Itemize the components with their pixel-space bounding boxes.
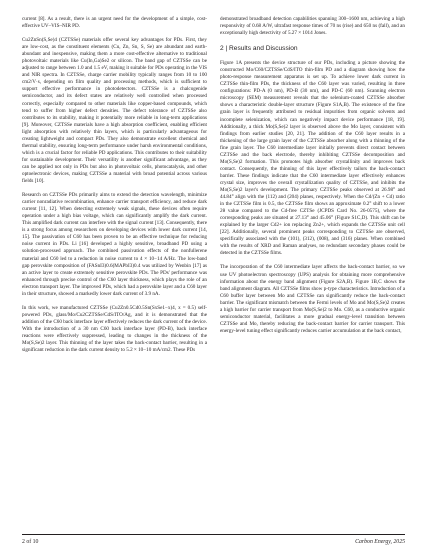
right-column bbox=[220, 16, 405, 335]
paragraph-performance-summary: demonstrated broadband detection capabilities spanning 300–1600 nm, achieving a high responsivity of 0.68 A/W, ultrafast response times of 70 ns (rise) and 650 ns (fall), and an exceptionally high detectivity of 5.27 × 1014 Jones. bbox=[220, 16, 405, 37]
page-footer bbox=[22, 534, 405, 545]
paragraph-band-alignment: The incorporation of the C60 intermediate layer affects the back-contact barrier, so we use UV photoelectron spectroscopy (UPS) analysis for obtaining more comprehensive information about the energy band alignment (Figure S2A,B). Figure 1B,C shows the band alignment diagram. All CZTSSe films show p-type characteristics. Introduction of a C60 buffer layer between Mo and CZTSSe can significantly reduce the back-contact barrier. The significant mismatch between the Fermi levels of Mo and Mo(S,Se)2 creates a high barrier for carrier transport from Mo(S,Se)2 to Mo. C60, as a conductive organic semiconductor material, facilitates a more gradual energy-level transition between CZTSSe and Mo, thereby reducing the back-contact barrier for carrier transport. This energy-level tuning effect significantly reduces carrier accumulation at the back contact, bbox=[220, 264, 405, 334]
left-column bbox=[22, 16, 207, 354]
page-number: 2 of 10 bbox=[22, 539, 39, 545]
paragraph-cztsse-advantages: Cu2ZnSn(S,Se)4 (CZTSSe) materials offer several key advantages for PDs. First, they are low-cost, as the constituent elements (Cu, Zn, Sn, S, Se) are abundant and earth-abundant and inexpensive, making them a more cost-effective alternative to traditional photovoltaic materials like Cu(In,Ga)Se2 or silicon. The band gap of CZTSSe can be adjusted to range between 1.0 and 1.5 eV, making it suitable for PDs operating in the VIS and NIR spectra. In CZTSSe, charge carrier mobility typically ranges from 10 to 100 cm2/V·s, depending on film quality and processing methods, which is sufficient to support effective performance in photodetectors. CZTSSe is a chalcogenide semiconductor, and its defect states are relatively well controlled when processed correctly, especially compared to other materials like copper-based compounds, which tend to suffer from higher defect densities. The defect tolerance of CZTSSe also contributes to its stability, making it potentially more reliable in long-term applications [9]. Moreover, CZTSSe materials have a high absorption coefficient, enabling efficient light absorption with relatively thin layers, which is particularly advantageous for creating lightweight and compact PDs. They also demonstrate excellent chemical and thermal stability, ensuring long-term performance under harsh environmental conditions, which is a crucial factor for reliable PD applications. This contributes to their suitability for sustainable development. Their versatility is another significant advantage, as they can be applied not only in PDs but also in photovoltaic cells, photocatalysis, and other optoelectronic devices, making CZTSSe a material with broad potential across various fields [10]. bbox=[22, 37, 207, 185]
paragraph-this-work: In this work, we manufactured CZTSSe (Cu2Zn0.5Cd0.5Sn(SxSe1−x)4, x = 0.5) self-powered PDs, glass/Mo/Cu2CZTSSe/CdS/ITO/Ag, and it is demonstrated that the addition of the C60 back interface layer effectively reduces the dark current of the device. With the introduction of a 30 nm C60 back interface layer (PD-B), back interface reactions were effectively suppressed, leading to changes in the thickness of the Mo(S,Se)2 layer. This thinning of the layer takes the back-contact barrier, resulting in a significant reduction in the dark current density to 5.2 × 10−10 mA/cm2. These PDs bbox=[22, 304, 207, 354]
paragraph-intro-end: current [8]. As a result, there is an urgent need for the development of a simple, cost-effective UV–VIS–NIR PD. bbox=[22, 16, 207, 30]
paragraph-device-structure: Figure 1A presents the device structure of our PDs, including a picture showing the constructed Mo/C60/CZTSSe/CdS/ITO thin-film PD and a diagram showing how the photo-response measurement apparatus is set up. To achieve lower dark current in CZTSSe thin-film PDs, the thickness of the C60 layer was varied, resulting in three configurations: PD-A (0 nm), PD-B (30 nm), and PD-C (60 nm). Scanning electron microscopy (SEM) measurement reveals that the selenium-coated CZTSSe absorber shows a characteristic double-layer structure (Figure S1A,B). The existence of the fine grain layer is frequently attributed to residual impurities from organic solvents and incomplete selenization, which can negatively impact device performance [18, 19]. Additionally, a thick Mo(S,Se)2 layer is observed above the Mo layer, consistent with findings from earlier studies [20, 21]. The addition of the C60 layer results in a thickening of the large grain layer of the CZTSSe absorber along with a thinning of the fine grain layer. The C60 intermediate layer initially prevents direct contact between CZTSSe and the back electrode, thereby inhibiting CZTSSe decomposition and Mo(S,Se)2 formation. This promotes high absorber crystallinity and improves back contact. Consequently, the thinning of this layer effectively tailors the back-contact barrier. These findings indicate that the C60 intermediate layer effectively enhances crystal size, improves the overall crystallization quality of CZTSSe, and inhibits the Mo(S,Se)2 layer's development. The primary CZTSSe peaks observed at 26.98° and 44.84° align with the (112) and (204) planes, respectively. When the Cd/(Zn + Cd) ratio in the CZTSSe film is 0.5, the CZTSSe film shows an approximate 0.2° shift to a lower 2θ value compared to the Cd-free CZTSe (JCPDS Card No. 26-0575), where the corresponding peaks are situated at 27.13° and 45.06° (Figure S1C,D). This shift can be explained by the larger Cd2+ ion replacing Zn2+, which expands the CZTSSe unit cell [22]. Additionally, several prominent peaks corresponding to CZTSSe are observed, specifically associated with the (101), (312), (008), and (316) planes. When combined with the results of XRD and Raman analyses, no redundant secondary phases could be detected in the CZTSSe films. bbox=[220, 60, 405, 257]
section-heading-results: 2 | Results and Discussion bbox=[220, 45, 298, 53]
journal-name: Carbon Energy, 2025 bbox=[355, 539, 405, 545]
paragraph-research-focus: Research on CZTSSe PDs primarily aims to extend the detection wavelength, minimize carrier nonradiative recombination, enhance carrier transport efficiency, and reduce dark current [11, 12]. When detecting extremely weak signals, these devices often require operation under a high bias voltage, which can significantly amplify the dark current. This amplified dark current can interfere with the signal current [13]. Consequently, there is a strong focus among researchers on developing devices with lower dark current [14, 15]. The passivation of C60 has been proven to be an effective technique for reducing noise current in PDs. Li [16] developed a highly sensitive, broadband PD using a solution-processed approach. The combined passivation effects of the nonfullerene material and C60 led to a reduction in noise current to 4 × 10−14 A/Hz. The low-band gap perovskite composition of (FASnI3)0.6(MAPbI3)0.4 was utilized by Wenbin [17] as an active layer to create extremely sensitive perovskite PDs. The PDs' performance was enhanced through precise control of the C60 layer thickness, which plays the role of an electron transport layer. The improved PDs, which had a perovskite layer and a C60 layer in their structure, showed a markedly lower dark current of 3.9 nA. bbox=[22, 192, 207, 297]
